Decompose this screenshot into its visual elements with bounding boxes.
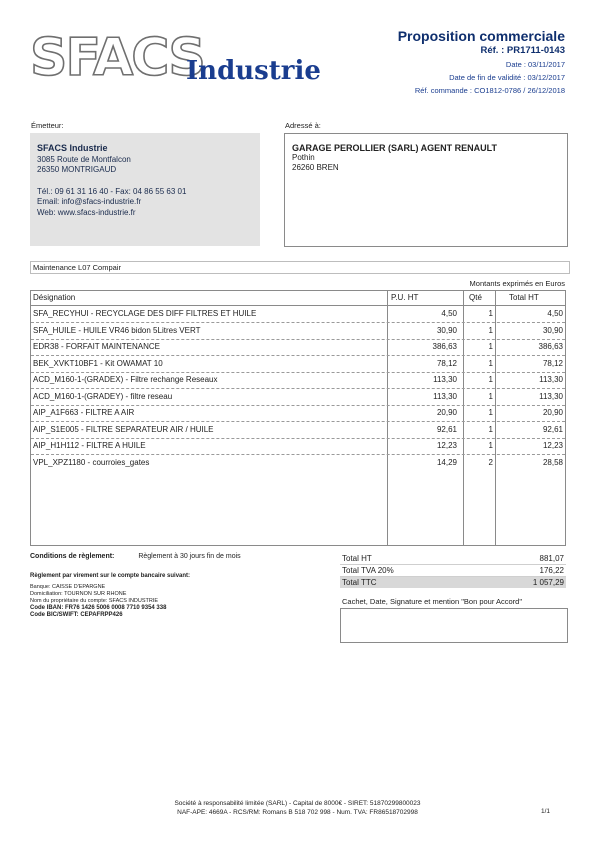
- line-unit-price: 20,90: [436, 408, 457, 417]
- line-total: 20,90: [542, 408, 563, 417]
- conditions-value: Règlement à 30 jours fin de mois: [138, 553, 241, 560]
- line-designation: EDR38 - FORFAIT MAINTENANCE: [33, 342, 160, 351]
- line-unit-price: 30,90: [436, 325, 457, 335]
- line-total: 30,90: [542, 325, 563, 335]
- line-total: 78,12: [542, 358, 563, 368]
- table-row: [31, 389, 565, 406]
- document-reference: Réf. : PR1711-0143: [480, 45, 565, 56]
- total-ttc-label: Total TTC: [342, 578, 377, 587]
- line-designation: BEK_XVKT10BF1 - Kit OWAMAT 10: [33, 358, 163, 368]
- line-quantity: 1: [488, 408, 493, 417]
- signature-box[interactable]: [340, 608, 568, 643]
- validity-date: Date de fin de validité : 03/12/2017: [449, 73, 565, 82]
- line-total: 113,30: [539, 391, 563, 401]
- order-reference: Réf. commande : CO1812-0786 / 26/12/2018: [414, 86, 565, 95]
- total-ttc-value: 1 057,29: [532, 578, 564, 587]
- table-header: [31, 291, 565, 306]
- line-unit-price: 12,23: [436, 441, 457, 450]
- line-unit-price: 4,50: [441, 309, 457, 318]
- signature-label: Cachet, Date, Signature et mention "Bon pour Accord": [342, 597, 523, 606]
- line-total: 386,63: [538, 342, 563, 351]
- header-unit-price: P.U. HT: [391, 293, 419, 302]
- line-total: 92,61: [542, 424, 563, 434]
- table-row: [31, 372, 565, 389]
- line-quantity: 1: [488, 441, 493, 450]
- emitter-name: SFACS Industrie: [37, 143, 108, 153]
- table-row: [31, 422, 565, 439]
- line-quantity: 2: [488, 457, 493, 467]
- bank-details: [30, 573, 310, 619]
- total-ht-value: 881,07: [539, 554, 564, 563]
- emitter-address2: 26350 MONTRIGAUD: [37, 165, 117, 174]
- table-row: [31, 405, 565, 422]
- bank-name: Banque: CAISSE D'EPARGNE: [30, 584, 106, 590]
- line-quantity: 1: [488, 375, 493, 384]
- lines-table: [30, 290, 566, 546]
- legal-line-2: NAF-APE: 4669A - RCS/RM: Romans B 518 702 998 - Num. TVA: FR86518702998: [177, 809, 418, 816]
- bank-domiciliation: Domiciliation: TOURNON SUR RHONE: [30, 591, 127, 597]
- totals-block: [340, 553, 566, 588]
- document-date: Date : 03/11/2017: [505, 60, 565, 69]
- table-row: [31, 306, 565, 323]
- logo-wordmark: SFACS: [30, 28, 204, 88]
- document-title: Proposition commerciale: [397, 28, 565, 44]
- line-designation: VPL_XPZ1180 - courroies_gates: [33, 457, 150, 467]
- table-row: [31, 339, 565, 356]
- table-row: [31, 438, 565, 455]
- line-quantity: 1: [488, 309, 493, 318]
- line-unit-price: 386,63: [432, 342, 457, 351]
- line-total: 28,58: [542, 457, 563, 467]
- total-tva-value: 176,22: [539, 566, 564, 575]
- emitter-phone: Tél.: 09 61 31 16 40 - Fax: 04 86 55 63 01: [37, 186, 187, 196]
- emitter-block: [30, 133, 260, 246]
- line-total: 12,23: [542, 441, 563, 450]
- table-row: [31, 356, 565, 373]
- company-logo: [30, 28, 321, 94]
- line-designation: AIP_H1H112 - FILTRE A HUILE: [33, 441, 146, 450]
- payment-conditions: [30, 553, 241, 560]
- header-quantity: Qté: [469, 293, 482, 302]
- line-designation: ACD_M160-1-(GRADEX) - Filtre rechange Reseaux: [33, 375, 218, 384]
- line-quantity: 1: [488, 424, 493, 434]
- line-unit-price: 113,30: [433, 375, 457, 384]
- line-designation: SFA_RECYHUI - RECYCLAGE DES DIFF FILTRES ET HUILE: [33, 309, 257, 318]
- document-header: [305, 28, 565, 95]
- page-number: 1/1: [540, 808, 550, 815]
- line-unit-price: 92,61: [436, 424, 457, 434]
- logo-subtitle: Industrie: [186, 56, 321, 86]
- line-total: 4,50: [547, 309, 563, 318]
- total-ht-row: [340, 553, 566, 565]
- total-ttc-row: [340, 577, 566, 588]
- account-owner: Nom du propriétaire du compte: SFACS INDUSTRIE: [30, 598, 159, 604]
- table-row: [31, 323, 565, 340]
- line-designation: ACD_M160-1-(GRADEY) - filtre reseau: [33, 391, 173, 401]
- legal-footer: [0, 799, 595, 817]
- recipient-address1: Pothin: [292, 153, 315, 162]
- subject-line: Maintenance L07 Compair: [30, 261, 570, 274]
- line-unit-price: 14,29: [436, 457, 457, 467]
- line-total: 113,30: [539, 375, 563, 384]
- line-designation: SFA_HUILE - HUILE VR46 bidon 5Litres VERT: [33, 325, 201, 335]
- bank-heading: Règlement par virement sur le compte bancaire suivant:: [30, 573, 191, 579]
- header-designation: Désignation: [33, 293, 76, 302]
- line-quantity: 1: [488, 391, 493, 401]
- total-tva-label: Total TVA 20%: [342, 566, 394, 575]
- recipient-block: [284, 133, 568, 247]
- conditions-label: Conditions de règlement:: [30, 553, 115, 560]
- bic: Code BIC/SWIFT: CEPAFRPP426: [30, 612, 123, 618]
- recipient-address2: 26260 BREN: [292, 163, 339, 172]
- line-designation: AIP_A1F663 - FILTRE A AIR: [33, 408, 135, 417]
- total-tva-row: [340, 565, 566, 577]
- emitter-email: Email: info@sfacs-industrie.fr: [37, 197, 142, 206]
- line-unit-price: 113,30: [433, 391, 457, 401]
- total-ht-label: Total HT: [342, 554, 372, 563]
- currency-note: Montants exprimés en Euros: [469, 279, 565, 288]
- emitter-address1: 3085 Route de Montfalcon: [37, 154, 131, 164]
- line-quantity: 1: [488, 358, 493, 368]
- table-row: [31, 455, 565, 471]
- line-quantity: 1: [488, 325, 493, 335]
- emitter-label: Émetteur:: [31, 121, 64, 130]
- recipient-name: GARAGE PEROLLIER (SARL) AGENT RENAULT: [292, 143, 497, 153]
- line-designation: AIP_S1E005 - FILTRE SEPARATEUR AIR / HUILE: [33, 424, 214, 434]
- emitter-web: Web: www.sfacs-industrie.fr: [37, 207, 136, 217]
- header-total: Total HT: [509, 293, 539, 302]
- recipient-label: Adressé à:: [285, 121, 321, 130]
- legal-line-1: Société à responsabilité limitée (SARL) - Capital de 8000€ - SIRET: 51870299800023: [174, 800, 421, 807]
- line-quantity: 1: [488, 342, 493, 351]
- iban: Code IBAN: FR76 1426 5006 0008 7710 9354 338: [30, 605, 167, 611]
- line-unit-price: 78,12: [436, 358, 457, 368]
